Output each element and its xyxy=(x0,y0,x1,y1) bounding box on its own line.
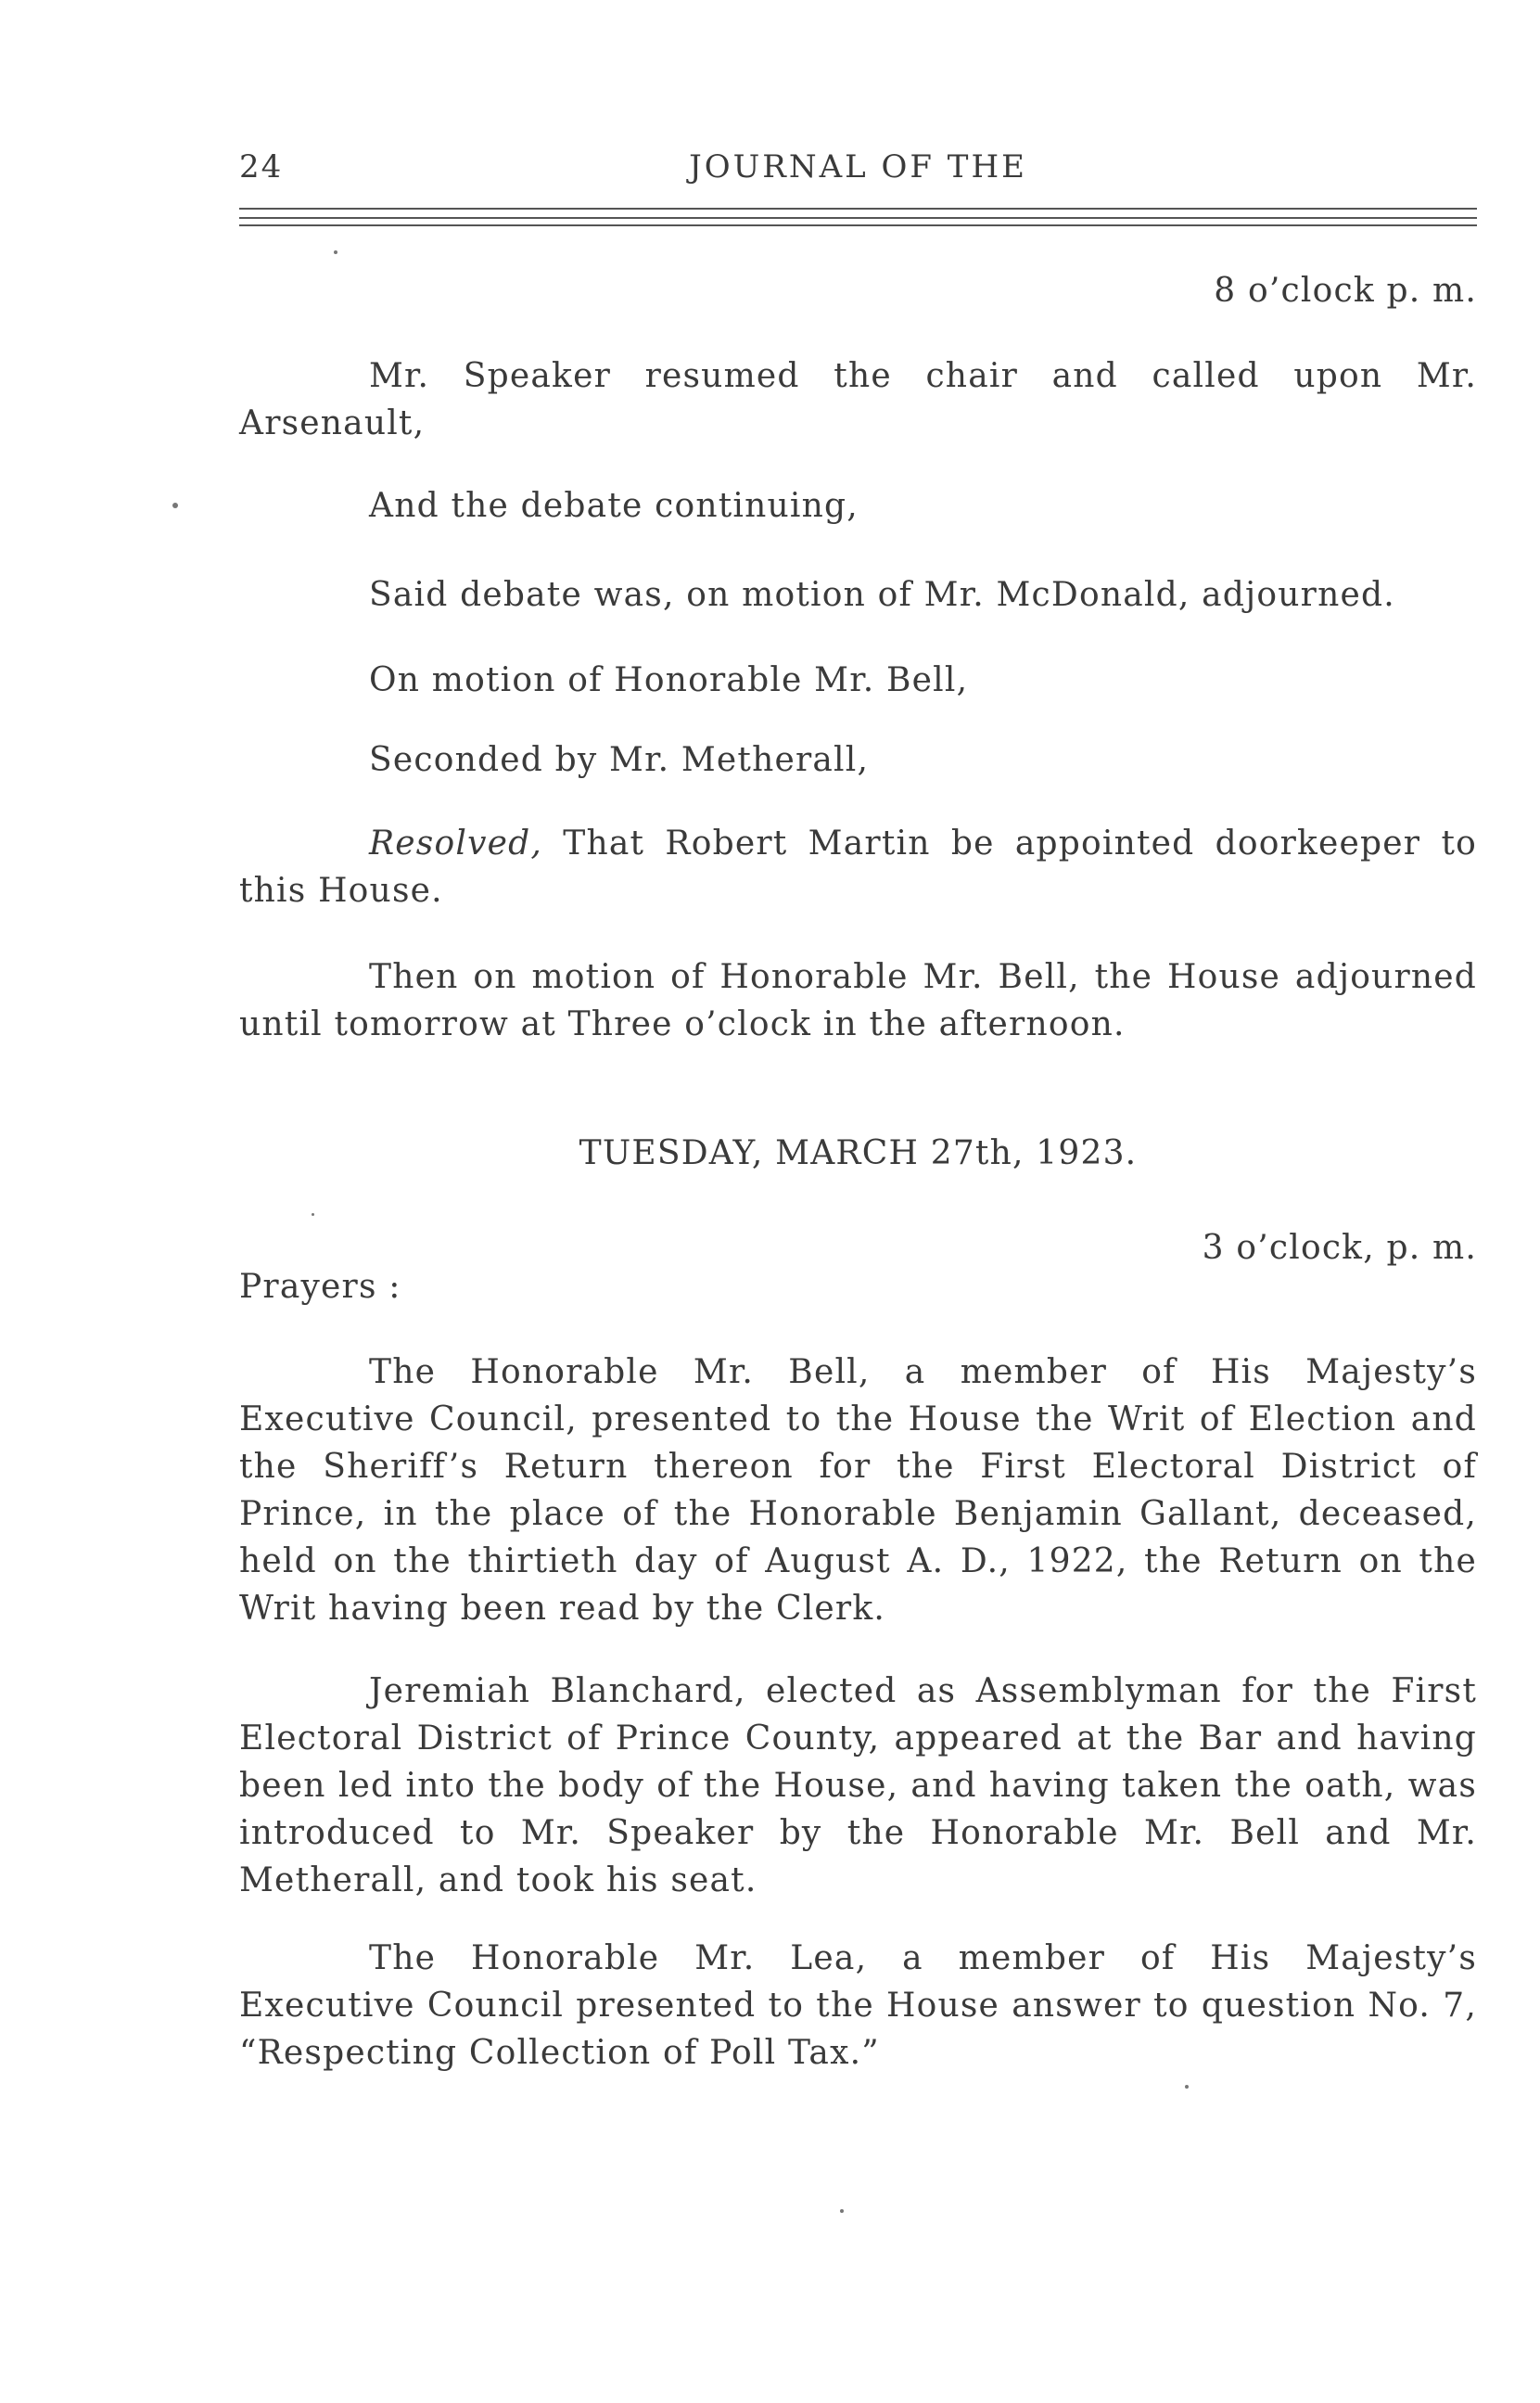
header-rule xyxy=(239,217,1477,219)
header-rule xyxy=(239,224,1477,226)
print-speck xyxy=(172,503,178,508)
paragraph-debate-adjourned: Said debate was, on motion of Mr. McDonald, adjourned. xyxy=(369,576,1395,614)
paragraph-debate-continuing: And the debate continuing, xyxy=(369,487,859,525)
paragraph-speaker-resumed: Mr. Speaker resumed the chair and called upon Mr. Arsenault, xyxy=(239,357,1477,442)
paragraph-seconded: Seconded by Mr. Metherall, xyxy=(369,741,870,779)
time-afternoon: 3 o’clock, p. m. xyxy=(1202,1229,1477,1267)
print-speck xyxy=(1185,2085,1189,2089)
paragraph-blanchard-elected: Jeremiah Blanchard, elected as Assemblyman for the First Electoral District of Prince County, appeared at the Bar and having been led into the body of the House, and having taken the oath, was introduced to Mr. Speaker by the Honorable Mr. Bell and Mr. Metherall, and took his seat. xyxy=(239,1672,1477,1899)
paragraph-lea-answer: The Honorable Mr. Lea, a member of His Majesty’s Executive Council presented to the House answer to question No. 7, “Respecting Collection of Poll Tax.” xyxy=(239,1939,1477,2072)
print-speck xyxy=(312,1213,314,1216)
prayers: Prayers : xyxy=(239,1268,401,1306)
paragraph-writ-of-election: The Honorable Mr. Bell, a member of His Majesty’s Executive Council, presented to the House the Writ of Election and the Sheriff’s Return thereon for the First Electoral District of Prince, in the place of the Honorable Benjamin Gallant, deceased, held on the thirtieth day of August A. D., 1922, the Return on the Writ having been read by the Clerk. xyxy=(239,1353,1477,1628)
date-heading: TUESDAY, MARCH 27th, 1923. xyxy=(579,1134,1138,1172)
running-title: JOURNAL OF THE xyxy=(689,148,1027,185)
header-rule xyxy=(239,208,1477,210)
paragraph-motion-bell: On motion of Honorable Mr. Bell, xyxy=(369,661,969,699)
resolved-text: That Robert Martin be appointed doorkeeper to this House. xyxy=(239,824,1477,910)
resolved-word: Resolved, xyxy=(369,824,543,863)
paragraph-house-adjourned: Then on motion of Honorable Mr. Bell, the House adjourned until tomorrow at Three o’clock in the afternoon. xyxy=(239,958,1477,1043)
paragraph-resolved xyxy=(239,820,1477,914)
time-evening: 8 o’clock p. m. xyxy=(1214,272,1477,310)
page-header xyxy=(239,148,1477,195)
print-speck xyxy=(840,2209,844,2213)
print-speck xyxy=(334,250,337,254)
page-number: 24 xyxy=(239,148,284,185)
